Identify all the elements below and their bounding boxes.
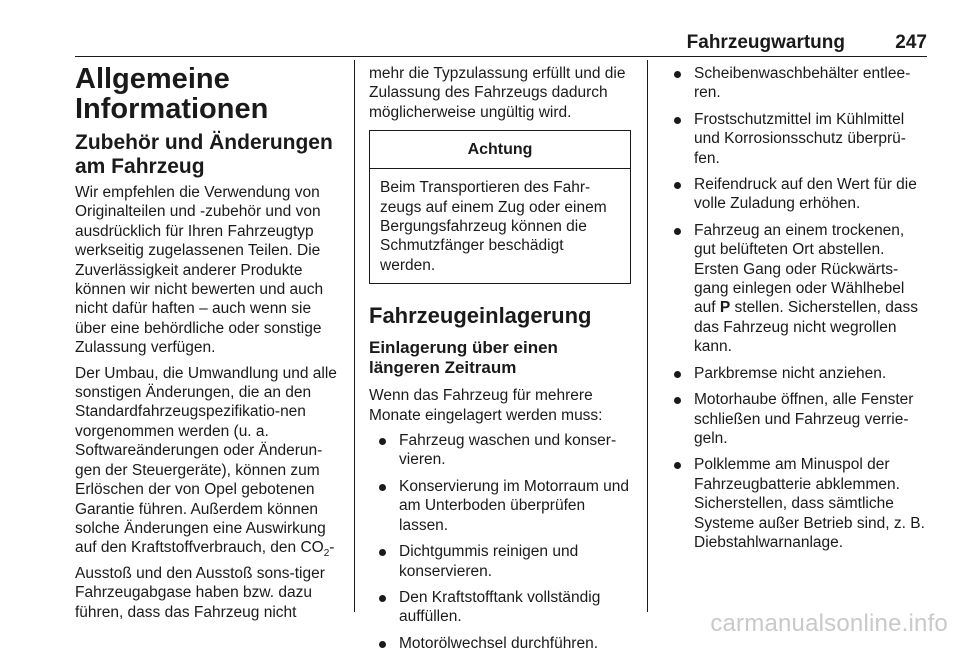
paragraph: Der Umbau, die Umwandlung und alle sonstigen Änderungen, die an den Standardfahrzeugspezifikatio-nen vorgenommen werden (u. a. Softwareänderungen oder Änderun-gen der Steuergeräte), können zum Erlöschen der von Opel gebotenen Garantie führen. Außerdem können solche Änderungen eine Auswirkung auf den Kraftstoffverbrauch, den $CO_2$-Ausstoß und den Ausstoß sons-tiger Fahrzeugabgase haben bzw. dazu führen, dass das Fahrzeug nicht: [75, 364, 337, 621]
bullet-icon: [674, 182, 681, 189]
column-divider: [354, 60, 355, 612]
list-item: Scheibenwaschbehälter entlee-ren.: [667, 64, 929, 103]
column-1: [75, 64, 343, 628]
list-item: Fahrzeug waschen und konser-vieren.: [369, 431, 631, 470]
column-3: [667, 64, 929, 559]
bullet-icon: [674, 462, 681, 469]
list-item: Fahrzeug an einem trockenen, gut belüfteten Ort abstellen. Ersten Gang oder Rückwärts-gang einlegen oder Wählhebel auf P stellen. Sicherstellen, dass das Fahrzeug nicht wegrollen kann.: [667, 221, 929, 357]
list-item: Frostschutzmittel im Kühlmittel und Korrosionsschutz überprü-fen.: [667, 110, 929, 168]
bullet-icon: [379, 549, 386, 556]
list-item: Polklemme am Minuspol der Fahrzeugbatterie abklemmen. Sicherstellen, dass sämtliche Systeme außer Betrieb sind, z. B. Diebstahlwarnanlage.: [667, 455, 929, 552]
bullet-icon: [674, 117, 681, 124]
paragraph: Wir empfehlen die Verwendung von Originalteilen und -zubehör und von ausdrücklich für Ihren Fahrzeugtyp werkseitig zugelassenen Teilen. Die Zuverlässigkeit anderer Produkte können wir nicht bewerten und auch nicht dafür haften – auch wenn sie über eine behördliche oder sonstige Zulassung verfügen.: [75, 184, 324, 357]
list-item: Den Kraftstofftank vollständig auffüllen.: [369, 588, 631, 627]
bullet-icon: [379, 438, 386, 445]
list-item: Motorölwechsel durchführen.: [369, 634, 631, 653]
header-title: Fahrzeugwartung: [686, 32, 845, 53]
bullet-icon: [379, 484, 386, 491]
page-number: 247: [895, 32, 927, 53]
warning-title: Achtung: [370, 131, 630, 169]
list-item: Reifendruck auf den Wert für die volle Zuladung erhöhen.: [667, 175, 929, 214]
paragraph: Wenn das Fahrzeug für mehrere Monate eingelagert werden muss:: [369, 387, 603, 424]
watermark: carmanualsonline.info: [710, 610, 948, 637]
bullet-list: [369, 431, 631, 653]
paragraph: mehr die Typzulassung erfüllt und die Zulassung des Fahrzeugs dadurch möglicherweise ungültig wird.: [369, 65, 626, 121]
bullet-icon: [674, 371, 681, 378]
bullet-icon: [674, 71, 681, 78]
section-title: Allgemeine Informationen: [75, 63, 269, 125]
warning-box: [369, 130, 631, 284]
bullet-icon: [674, 397, 681, 404]
page-header: [75, 32, 927, 52]
section-title: Fahrzeugeinlagerung: [369, 303, 592, 329]
subsection-title: Zubehör und Änderungen am Fahrzeug: [75, 131, 333, 178]
bullet-list: [667, 64, 929, 552]
bullet-icon: [379, 595, 386, 602]
list-item: Dichtgummis reinigen und konservieren.: [369, 542, 631, 581]
column-2: [369, 64, 631, 660]
bullet-icon: [674, 228, 681, 235]
column-divider: [647, 60, 648, 612]
list-item: Parkbremse nicht anziehen.: [667, 364, 929, 383]
list-item: Motorhaube öffnen, alle Fenster schließen und Fahrzeug verrie-geln.: [667, 390, 929, 448]
list-item: Konservierung im Motorraum und am Unterboden überprüfen lassen.: [369, 477, 631, 535]
warning-text: Beim Transportieren des Fahr-zeugs auf einem Zug oder einem Bergungsfahrzeug können die Schmutzfänger beschädigt werden.: [380, 179, 607, 274]
subsection-title: Einlagerung über einen längeren Zeitraum: [369, 338, 558, 378]
header-rule: [75, 56, 927, 57]
